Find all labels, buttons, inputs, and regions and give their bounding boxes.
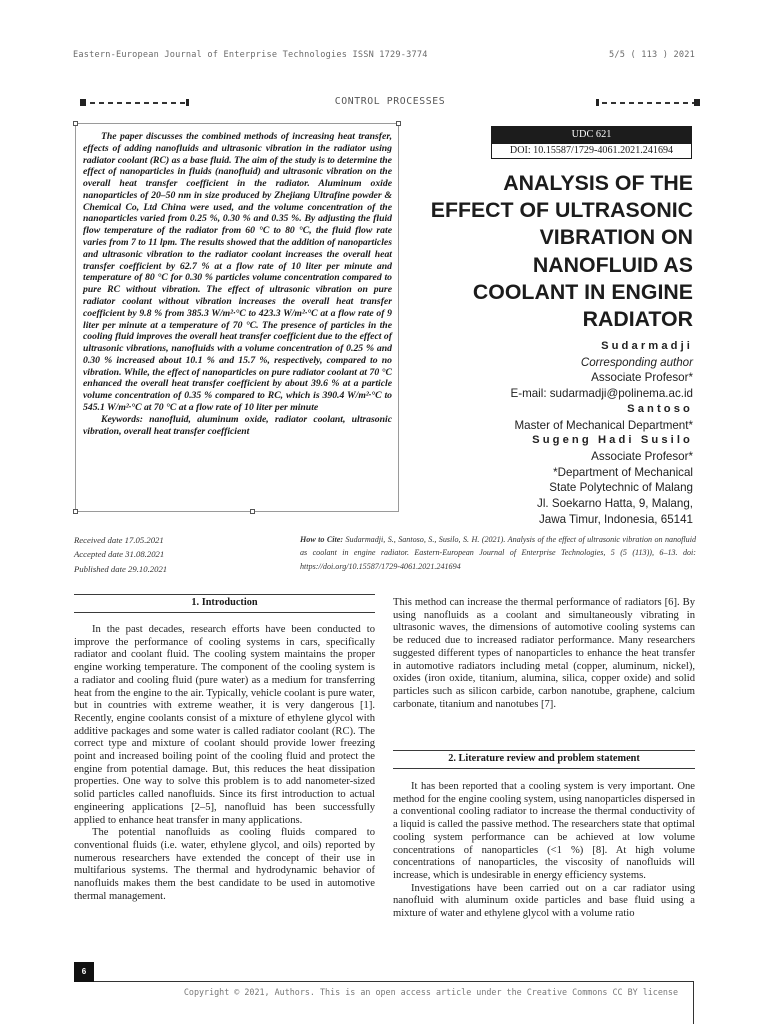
- journal-name: Eastern-European Journal of Enterprise Technologies ISSN 1729-3774: [73, 50, 428, 60]
- page-number: 6: [74, 962, 94, 982]
- how-to-cite: [300, 533, 696, 573]
- title-line: RADIATOR: [582, 307, 693, 332]
- received-date: Received date 17.05.2021: [74, 535, 164, 545]
- corner-marker: [73, 509, 78, 514]
- author-block: [433, 339, 693, 527]
- section-rule: [393, 768, 695, 769]
- section-marker-right-start: [596, 99, 599, 106]
- title-line: NANOFLUID AS: [532, 252, 693, 277]
- section-rule: [393, 750, 695, 751]
- section-label: CONTROL PROCESSES: [334, 96, 446, 107]
- intro-column: [74, 624, 375, 903]
- doi-link[interactable]: DOI: 10.15587/1729-4061.2021.241694: [491, 143, 692, 159]
- section-rule: [74, 594, 375, 595]
- issue-number: 5/5 ( 113 ) 2021: [609, 50, 695, 60]
- author-name: Sugeng Hadi Susilo: [532, 434, 693, 447]
- paragraph: This method can increase the thermal performance of radiators [6]. By using nanofluids as a coolant and simultaneously vibrating in ultrasonic waves, the dimensions of automotive cooling systems can be reduced due to increased radiator performance. Many researchers suggested different types of nanoparticles to enhance the heat transfer in automotive radiators including metal (copper, aluminum, nickel), oxides (iron oxide, titanium, alumina, silica, copper oxide) and solid particles such as silicon carbide, carbon nanotube, graphene, calcium carbonate, titanium and nanotubes [7].: [393, 597, 695, 710]
- paragraph: The potential nanofluids as cooling fluids compared to conventional fluids (i.e. water, ethylene glycol, and oils) reported by numerous researchers have extended the concept of their use in multifarious systems. The thermal and hydrodynamic behavior of nanofluids makes them the best candidate to be used in automotive thermal management.: [74, 827, 375, 902]
- intro-column-right: [393, 597, 695, 711]
- dash-line-right: [602, 102, 694, 104]
- cite-text[interactable]: Sudarmadji, S., Santoso, S., Susilo, S. H. (2021). Analysis of the effect of ultrasonic vibration on nanofluid as coolant in engine radiator. Eastern-European Journal of Enterprise Technologies, 5 (5 (113)), 6–13. doi: https://doi.org/10.15587/1729-4061.2021.241694: [300, 535, 696, 571]
- title-line: COOLANT IN ENGINE: [472, 279, 693, 304]
- paragraph: It has been reported that a cooling system is very important. One method for the engine cooling system, using nanoparticles dispersed in a conventional cooling radiator to increase the thermal conductivity of a liquid is called the passive method. The researchers state that optimal cooling system performance can be achieved at low volume concentrations of nanoparticles (<1 %) [8]. At high volume concentrations of nanoparticles, the viscosity of nanofluids will increase, which is undesirable in energy efficiency systems.: [393, 781, 695, 881]
- abstract-box: [75, 123, 399, 512]
- intro-heading: 1. Introduction: [191, 597, 258, 608]
- title-line: VIBRATION ON: [539, 225, 693, 250]
- author-title: Master of Mechanical Department*: [514, 418, 693, 432]
- abstract-text: The paper discusses the combined methods of increasing heat transfer, effects of adding nanofluids and ultrasonic vibration in the radiator using radiator coolant (RC) as a base fluid. The aim of the study is to determine the effect of nanoparticles in fluids (nanofluid) and ultrasonic vibration on the overall heat transfer coefficient in the radiator. Aluminum oxide nanoparticles of 20–50 nm in size produced by Zhejiang Ultrafine powder & Chemical Co, Ltd China were used, and the volume concentration of the nanoparticles varied from 0.25 %, 0.30 % and 0.35 %. By adjusting the fluid flow temperature of the radiator from 60 °C to 80 °C, the fluid flow rate varies from 7 to 11 lpm. The results showed that the addition of nanoparticles and ultrasonic vibration to the radiator coolant increases the overall heat transfer coefficient by 62.7 % at a flow rate of 10 liter per minute and temperature of 80 °C for 0.30 % particles volume concentration compared to pure RC without vibration. The effect of ultrasonic vibration on pure radiator coolant without vibration increases the overall heat transfer coefficient by 9.8 % from 385.3 W/m²·°C to 423.3 W/m²·°C at a flow rate of 9 liter per minute at a temperature of 70 °C. The presence of particles in the cooling fluid improves the overall heat transfer coefficient due to the effect of ultrasonic vibrations, nanofluids with a volume concentration of 0.25 % and 0.30 % increased about 10.1 % and 15.7 %, respectively, compared to no vibration. While, the effect of nanoparticles on pure radiator coolant at 70 °C enhanced the overall heat transfer coefficient by about 39.6 % at a particle volume concentration of 0.35 % compared to RC, which is 390.4 W/m²·°C to 545.1 W/m²·°C at 70 °C at a flow rate of 10 liter per minute: [83, 131, 392, 413]
- paragraph: In the past decades, research efforts have been conducted to improve the performance of cooling systems in cars, specifically radiator and coolant fluid. The cooling system maintains the proper engine working temperature. The component of the cooling system is a radiator and cooling fluid (pure water) as a medium for transferring heat from the engine to the air. Typically, vehicle coolant is pure water, but in countries with extreme weather, it is very dangerous [1]. Recently, engine coolants consist of a mixture of ethylene glycol with additive packages and some water is called radiator coolant (RC). The correct type and mixture of coolant should provide lower freezing point and increased boiling point of the cooling fluid and protect the engine from potential damage. But, this reduces the heat dissipation properties. One way to solve this problem is to add nanometer-sized solid particles called nanofluids. Since its first introduction to actual engineering applications [2–5], nanofluid has been successfully applied to enhance heat transfer in many applications.: [74, 624, 375, 826]
- copyright-notice: Copyright © 2021, Authors. This is an open access article under the Creative Commons CC BY license: [183, 987, 678, 997]
- section-divider: [80, 96, 700, 110]
- affiliation-line: *Department of Mechanical: [553, 465, 693, 479]
- title-line: ANALYSIS OF THE: [503, 171, 693, 195]
- author-name: Santoso: [627, 402, 693, 415]
- affiliation-line: Jl. Soekarno Hatta, 9, Malang,: [537, 497, 693, 511]
- running-head: [73, 50, 695, 64]
- dates-block: [74, 533, 167, 576]
- published-date: Published date 29.10.2021: [74, 563, 168, 574]
- corner-marker: [396, 121, 401, 126]
- section-rule: [74, 612, 375, 613]
- paper-title: [393, 170, 693, 333]
- lit-review-heading: 2. Literature review and problem statement: [448, 753, 640, 764]
- title-line: EFFECT OF ULTRASONIC: [430, 198, 693, 223]
- affiliation-line: Jawa Timur, Indonesia, 65141: [538, 512, 693, 526]
- udc-label: UDC 621: [491, 126, 692, 143]
- affiliation-line: State Polytechnic of Malang: [549, 481, 693, 495]
- accepted-date: Accepted date 31.08.2021: [74, 549, 165, 560]
- author-title: Associate Profesor*: [591, 371, 693, 385]
- corner-marker: [250, 509, 255, 514]
- cite-label: How to Cite:: [300, 535, 344, 544]
- paragraph: Investigations have been carried out on a car radiator using nanofluid with aluminum oxide particles and base fluid using a mixture of water and ethylene glycol with a volume ratio: [393, 882, 695, 920]
- keywords: Keywords: nanofluid, aluminum oxide, radiator coolant, ultrasonic vibration, overall heat transfer coefficient: [83, 413, 392, 437]
- author-role: Corresponding author: [580, 355, 693, 369]
- footer-rule-vertical: [693, 981, 694, 1024]
- footer-rule: [94, 981, 694, 982]
- section-marker-right: [694, 99, 700, 106]
- author-name: Sudarmadji: [601, 340, 693, 352]
- lit-review-column: [393, 781, 695, 921]
- author-title: Associate Profesor*: [591, 449, 693, 463]
- author-email[interactable]: E-mail: sudarmadji@polinema.ac.id: [510, 387, 693, 401]
- corner-marker: [73, 121, 78, 126]
